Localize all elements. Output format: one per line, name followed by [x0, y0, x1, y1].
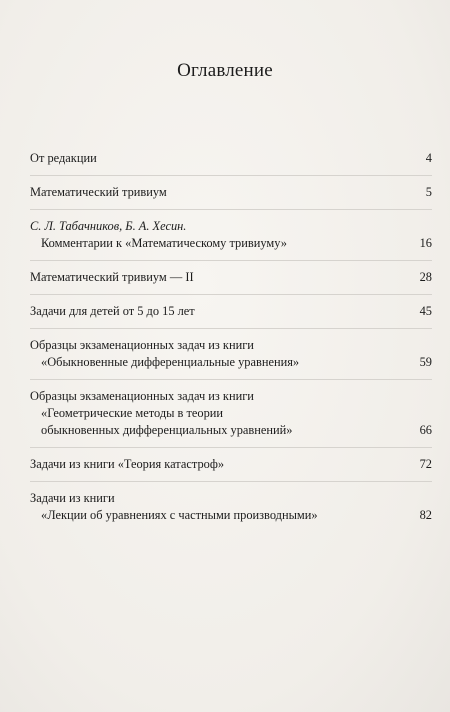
toc-entry: [30, 150, 432, 167]
page-title: Оглавление: [177, 60, 273, 81]
divider: [30, 447, 432, 448]
divider: [30, 209, 432, 210]
toc-entry: [30, 269, 432, 286]
table-of-contents: [30, 150, 432, 524]
toc-page-number: 82: [419, 508, 432, 522]
toc-entry-title: Комментарии к «Математическому тривиуму»: [41, 236, 287, 250]
toc-page-number: 66: [419, 423, 432, 437]
toc-entry: [30, 337, 432, 371]
toc-entry-title-continued: «Лекции об уравнениях с частными производными»: [41, 508, 318, 522]
toc-page-number: 45: [419, 304, 432, 318]
divider: [30, 481, 432, 482]
divider: [30, 175, 432, 176]
toc-entry-title: Образцы экзаменационных задач из книги: [30, 389, 254, 403]
toc-entry-title: Образцы экзаменационных задач из книги: [30, 338, 254, 352]
divider: [30, 379, 432, 380]
toc-entry-title-continued: «Геометрические методы в теории: [41, 406, 224, 420]
toc-entry-author: С. Л. Табачников, Б. А. Хесин.: [30, 219, 187, 233]
divider: [30, 328, 432, 329]
divider: [30, 294, 432, 295]
toc-entry-title: Задачи из книги «Теория катастроф»: [30, 457, 225, 471]
toc-entry-title: Задачи из книги: [30, 491, 115, 505]
toc-entry-title: Задачи для детей от 5 до 15 лет: [30, 304, 195, 318]
divider: [30, 260, 432, 261]
toc-entry-title: Математический тривиум — II: [30, 270, 194, 284]
toc-entry: [30, 303, 432, 320]
toc-entry-title-continued: обыкновенных дифференциальных уравнений»: [41, 423, 293, 437]
toc-entry: [30, 490, 432, 524]
toc-page-number: 16: [419, 236, 432, 250]
toc-page-number: 5: [425, 185, 432, 199]
toc-page-number: 59: [419, 355, 432, 369]
toc-entry: [30, 456, 432, 473]
toc-entry: [30, 218, 432, 252]
toc-entry-title-continued: «Обыкновенные дифференциальные уравнения»: [41, 355, 300, 369]
toc-page-number: 72: [419, 457, 432, 471]
toc-page-number: 4: [425, 151, 432, 165]
toc-entry-title: Математический тривиум: [30, 185, 167, 199]
toc-entry: [30, 184, 432, 201]
toc-entry-title: От редакции: [30, 151, 97, 165]
toc-page-number: 28: [419, 270, 432, 284]
toc-entry: [30, 388, 432, 439]
